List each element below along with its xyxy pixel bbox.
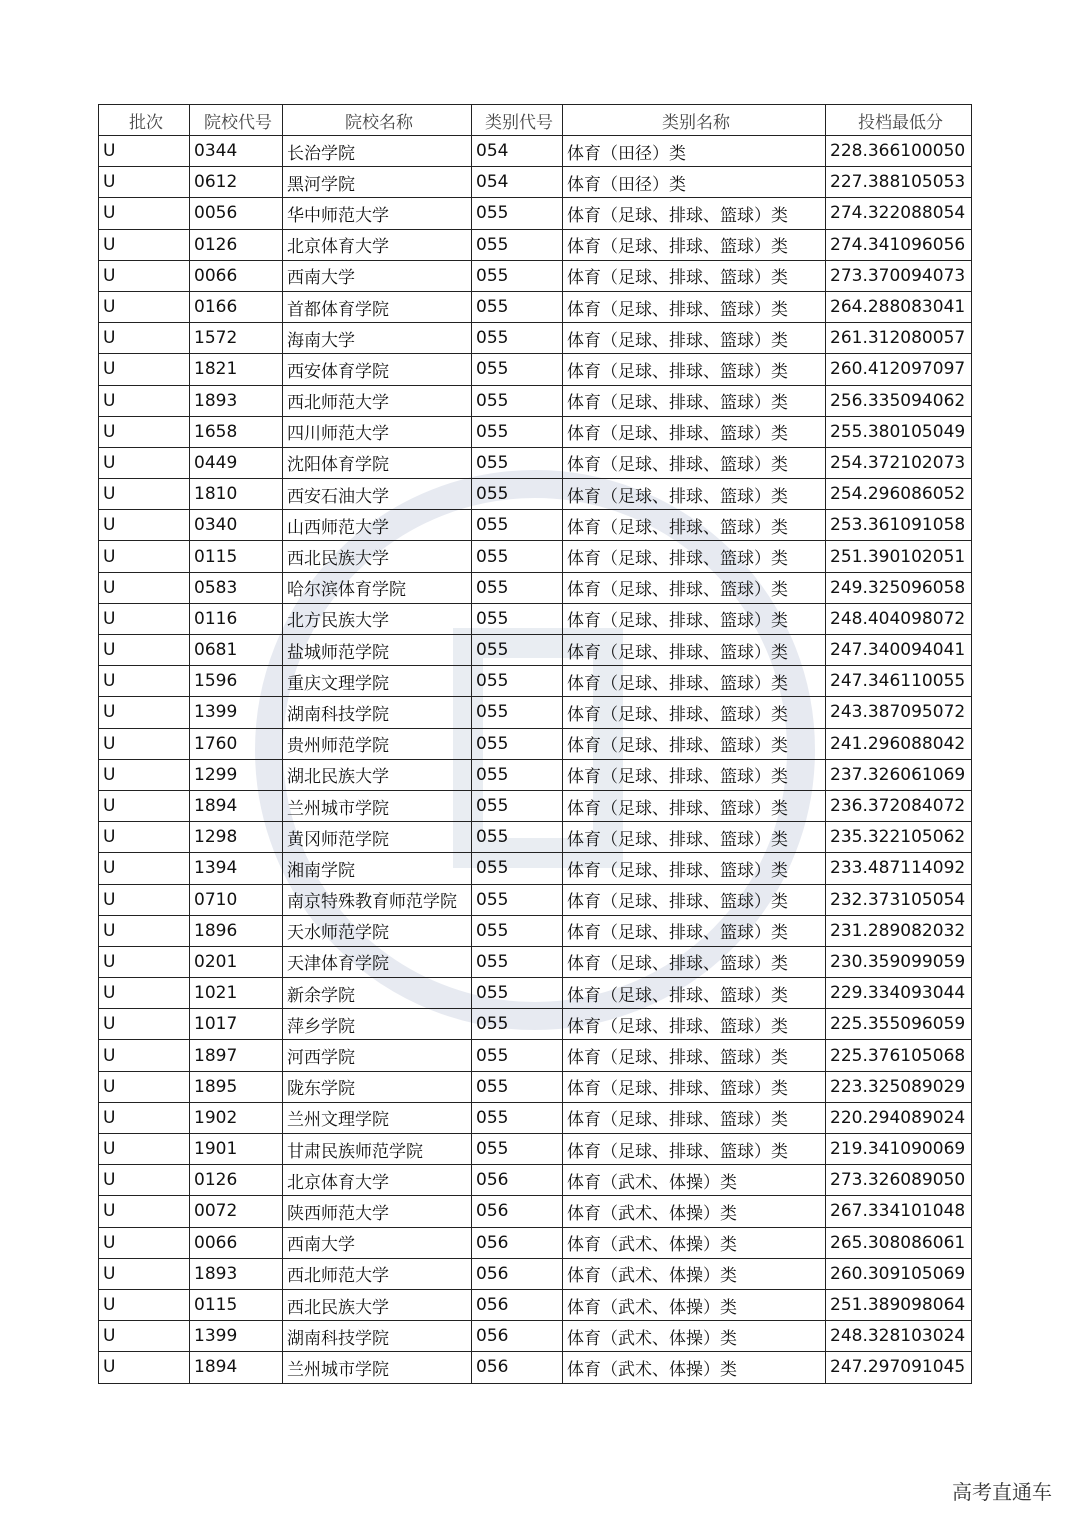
cell-min-score: 247.346110055	[826, 666, 972, 697]
cell-category-name: 体育（足球、排球、篮球）类	[563, 1040, 826, 1071]
cell-category-code: 055	[472, 790, 563, 821]
cell-batch: U	[99, 1009, 190, 1040]
header-batch: 批次	[99, 105, 190, 136]
table-row	[99, 759, 972, 790]
header-category-name: 类别名称	[563, 105, 826, 136]
cell-school-name: 北京体育大学	[283, 1165, 472, 1196]
table-row	[99, 167, 972, 198]
cell-batch: U	[99, 666, 190, 697]
cell-category-code: 056	[472, 1227, 563, 1258]
cell-min-score: 232.373105054	[826, 884, 972, 915]
cell-category-name: 体育（武术、体操）类	[563, 1352, 826, 1383]
cell-category-code: 054	[472, 136, 563, 167]
cell-school-code: 0710	[190, 884, 283, 915]
cell-category-name: 体育（足球、排球、篮球）类	[563, 884, 826, 915]
cell-school-name: 北京体育大学	[283, 229, 472, 260]
cell-school-name: 西安石油大学	[283, 479, 472, 510]
cell-min-score: 243.387095072	[826, 697, 972, 728]
cell-category-code: 055	[472, 1134, 563, 1165]
cell-school-name: 华中师范大学	[283, 198, 472, 229]
cell-category-name: 体育（田径）类	[563, 167, 826, 198]
table-row	[99, 354, 972, 385]
cell-min-score: 229.334093044	[826, 978, 972, 1009]
header-category-code: 类别代号	[472, 105, 563, 136]
table-row	[99, 198, 972, 229]
cell-min-score: 261.312080057	[826, 323, 972, 354]
cell-category-code: 056	[472, 1165, 563, 1196]
cell-category-name: 体育（足球、排球、篮球）类	[563, 946, 826, 977]
table-row	[99, 1040, 972, 1071]
cell-school-name: 西南大学	[283, 260, 472, 291]
table-row	[99, 1165, 972, 1196]
cell-category-code: 055	[472, 291, 563, 322]
cell-school-name: 四川师范大学	[283, 416, 472, 447]
table-row	[99, 416, 972, 447]
cell-category-name: 体育（足球、排球、篮球）类	[563, 291, 826, 322]
table-row	[99, 822, 972, 853]
cell-batch: U	[99, 1352, 190, 1383]
cell-batch: U	[99, 510, 190, 541]
cell-category-code: 055	[472, 759, 563, 790]
table-row	[99, 1196, 972, 1227]
cell-category-code: 056	[472, 1352, 563, 1383]
cell-min-score: 274.341096056	[826, 229, 972, 260]
cell-batch: U	[99, 1227, 190, 1258]
cell-category-name: 体育（足球、排球、篮球）类	[563, 416, 826, 447]
table-row	[99, 1102, 972, 1133]
cell-batch: U	[99, 198, 190, 229]
cell-batch: U	[99, 1289, 190, 1320]
cell-school-code: 0126	[190, 229, 283, 260]
table-row	[99, 136, 972, 167]
table-row	[99, 1009, 972, 1040]
cell-batch: U	[99, 759, 190, 790]
cell-batch: U	[99, 1321, 190, 1352]
table-row	[99, 946, 972, 977]
cell-min-score: 260.309105069	[826, 1258, 972, 1289]
cell-school-code: 1894	[190, 1352, 283, 1383]
cell-school-code: 0166	[190, 291, 283, 322]
cell-school-name: 山西师范大学	[283, 510, 472, 541]
cell-batch: U	[99, 1196, 190, 1227]
cell-min-score: 228.366100050	[826, 136, 972, 167]
cell-school-name: 西北民族大学	[283, 541, 472, 572]
cell-school-name: 陇东学院	[283, 1071, 472, 1102]
cell-school-name: 湖南科技学院	[283, 697, 472, 728]
cell-school-code: 1399	[190, 697, 283, 728]
cell-min-score: 219.341090069	[826, 1134, 972, 1165]
cell-batch: U	[99, 541, 190, 572]
cell-category-name: 体育（足球、排球、篮球）类	[563, 635, 826, 666]
cell-school-code: 1897	[190, 1040, 283, 1071]
cell-category-code: 055	[472, 666, 563, 697]
cell-school-name: 黄冈师范学院	[283, 822, 472, 853]
table-row	[99, 1227, 972, 1258]
cell-category-name: 体育（足球、排球、篮球）类	[563, 978, 826, 1009]
cell-school-code: 1399	[190, 1321, 283, 1352]
cell-min-score: 264.288083041	[826, 291, 972, 322]
cell-batch: U	[99, 603, 190, 634]
cell-category-name: 体育（足球、排球、篮球）类	[563, 229, 826, 260]
cell-category-code: 055	[472, 603, 563, 634]
cell-batch: U	[99, 1102, 190, 1133]
cell-min-score: 251.389098064	[826, 1289, 972, 1320]
cell-school-code: 0583	[190, 572, 283, 603]
cell-batch: U	[99, 416, 190, 447]
cell-category-code: 055	[472, 198, 563, 229]
cell-school-name: 河西学院	[283, 1040, 472, 1071]
cell-category-name: 体育（足球、排球、篮球）类	[563, 603, 826, 634]
cell-school-code: 1901	[190, 1134, 283, 1165]
cell-min-score: 254.296086052	[826, 479, 972, 510]
cell-category-name: 体育（足球、排球、篮球）类	[563, 385, 826, 416]
header-school-code: 院校代号	[190, 105, 283, 136]
cell-batch: U	[99, 853, 190, 884]
cell-school-code: 0056	[190, 198, 283, 229]
cell-school-code: 0116	[190, 603, 283, 634]
cell-category-code: 055	[472, 915, 563, 946]
table-row	[99, 790, 972, 821]
cell-school-code: 1893	[190, 1258, 283, 1289]
table-row	[99, 884, 972, 915]
cell-school-name: 重庆文理学院	[283, 666, 472, 697]
cell-category-name: 体育（足球、排球、篮球）类	[563, 447, 826, 478]
cell-category-code: 055	[472, 479, 563, 510]
cell-category-code: 055	[472, 1102, 563, 1133]
cell-category-name: 体育（足球、排球、篮球）类	[563, 1134, 826, 1165]
cell-category-name: 体育（武术、体操）类	[563, 1258, 826, 1289]
cell-school-name: 海南大学	[283, 323, 472, 354]
cell-batch: U	[99, 167, 190, 198]
cell-category-code: 055	[472, 822, 563, 853]
cell-school-code: 1821	[190, 354, 283, 385]
cell-category-name: 体育（足球、排球、篮球）类	[563, 572, 826, 603]
cell-min-score: 249.325096058	[826, 572, 972, 603]
cell-min-score: 267.334101048	[826, 1196, 972, 1227]
cell-category-name: 体育（足球、排球、篮球）类	[563, 260, 826, 291]
cell-school-name: 兰州城市学院	[283, 790, 472, 821]
table-row	[99, 291, 972, 322]
cell-batch: U	[99, 1258, 190, 1289]
cell-category-name: 体育（足球、排球、篮球）类	[563, 697, 826, 728]
cell-school-name: 陕西师范大学	[283, 1196, 472, 1227]
cell-category-name: 体育（足球、排球、篮球）类	[563, 1009, 826, 1040]
cell-batch: U	[99, 1134, 190, 1165]
cell-school-name: 湖南科技学院	[283, 1321, 472, 1352]
cell-school-name: 沈阳体育学院	[283, 447, 472, 478]
table-row	[99, 635, 972, 666]
cell-category-code: 055	[472, 853, 563, 884]
cell-school-code: 0115	[190, 1289, 283, 1320]
cell-category-code: 055	[472, 728, 563, 759]
cell-category-code: 055	[472, 510, 563, 541]
cell-batch: U	[99, 447, 190, 478]
cell-category-name: 体育（足球、排球、篮球）类	[563, 354, 826, 385]
cell-min-score: 236.372084072	[826, 790, 972, 821]
cell-school-code: 1394	[190, 853, 283, 884]
cell-category-code: 055	[472, 572, 563, 603]
table-row	[99, 510, 972, 541]
cell-category-code: 055	[472, 541, 563, 572]
cell-school-name: 新余学院	[283, 978, 472, 1009]
cell-school-code: 1299	[190, 759, 283, 790]
cell-school-code: 1895	[190, 1071, 283, 1102]
cell-school-name: 西南大学	[283, 1227, 472, 1258]
cell-school-name: 兰州文理学院	[283, 1102, 472, 1133]
table-row	[99, 1289, 972, 1320]
cell-min-score: 237.326061069	[826, 759, 972, 790]
table-row	[99, 853, 972, 884]
cell-batch: U	[99, 884, 190, 915]
table-row	[99, 447, 972, 478]
cell-batch: U	[99, 323, 190, 354]
cell-category-name: 体育（足球、排球、篮球）类	[563, 198, 826, 229]
cell-min-score: 220.294089024	[826, 1102, 972, 1133]
cell-school-name: 黑河学院	[283, 167, 472, 198]
table-row	[99, 1352, 972, 1383]
cell-batch: U	[99, 1165, 190, 1196]
cell-category-name: 体育（武术、体操）类	[563, 1321, 826, 1352]
cell-school-name: 长治学院	[283, 136, 472, 167]
cell-batch: U	[99, 697, 190, 728]
cell-school-name: 萍乡学院	[283, 1009, 472, 1040]
cell-category-code: 054	[472, 167, 563, 198]
cell-school-code: 1596	[190, 666, 283, 697]
cell-min-score: 248.404098072	[826, 603, 972, 634]
cell-category-name: 体育（足球、排球、篮球）类	[563, 666, 826, 697]
cell-school-code: 0115	[190, 541, 283, 572]
cell-category-code: 055	[472, 385, 563, 416]
cell-category-name: 体育（足球、排球、篮球）类	[563, 728, 826, 759]
cell-school-name: 西北师范大学	[283, 385, 472, 416]
cell-school-code: 1896	[190, 915, 283, 946]
cell-school-code: 0072	[190, 1196, 283, 1227]
cell-school-code: 0681	[190, 635, 283, 666]
cell-min-score: 231.289082032	[826, 915, 972, 946]
cell-batch: U	[99, 572, 190, 603]
cell-school-name: 贵州师范学院	[283, 728, 472, 759]
cell-min-score: 273.326089050	[826, 1165, 972, 1196]
cell-min-score: 273.370094073	[826, 260, 972, 291]
cell-category-code: 055	[472, 416, 563, 447]
cell-category-code: 055	[472, 323, 563, 354]
cell-category-code: 056	[472, 1258, 563, 1289]
cell-school-name: 湖北民族大学	[283, 759, 472, 790]
cell-min-score: 241.296088042	[826, 728, 972, 759]
cell-min-score: 225.355096059	[826, 1009, 972, 1040]
table-row	[99, 728, 972, 759]
table-row	[99, 603, 972, 634]
table-row	[99, 323, 972, 354]
cell-category-code: 055	[472, 354, 563, 385]
cell-category-name: 体育（足球、排球、篮球）类	[563, 479, 826, 510]
cell-school-name: 甘肃民族师范学院	[283, 1134, 472, 1165]
table-row	[99, 572, 972, 603]
table-row	[99, 229, 972, 260]
cell-category-name: 体育（足球、排球、篮球）类	[563, 853, 826, 884]
cell-school-name: 盐城师范学院	[283, 635, 472, 666]
table-row	[99, 260, 972, 291]
cell-batch: U	[99, 136, 190, 167]
cell-category-name: 体育（田径）类	[563, 136, 826, 167]
cell-school-code: 1021	[190, 978, 283, 1009]
cell-category-name: 体育（足球、排球、篮球）类	[563, 323, 826, 354]
cell-school-code: 1572	[190, 323, 283, 354]
cell-school-name: 哈尔滨体育学院	[283, 572, 472, 603]
cell-school-code: 1894	[190, 790, 283, 821]
cell-school-code: 1017	[190, 1009, 283, 1040]
table-row	[99, 479, 972, 510]
cell-category-code: 055	[472, 447, 563, 478]
cell-category-code: 055	[472, 1040, 563, 1071]
cell-category-name: 体育（足球、排球、篮球）类	[563, 510, 826, 541]
cell-min-score: 227.388105053	[826, 167, 972, 198]
table-row	[99, 978, 972, 1009]
cell-school-name: 兰州城市学院	[283, 1352, 472, 1383]
cell-school-code: 1298	[190, 822, 283, 853]
cell-school-code: 1810	[190, 479, 283, 510]
table-row	[99, 666, 972, 697]
cell-batch: U	[99, 946, 190, 977]
cell-school-code: 0201	[190, 946, 283, 977]
cell-school-code: 0066	[190, 1227, 283, 1258]
cell-min-score: 253.361091058	[826, 510, 972, 541]
cell-school-name: 首都体育学院	[283, 291, 472, 322]
cell-school-code: 0449	[190, 447, 283, 478]
cell-category-code: 055	[472, 946, 563, 977]
cell-min-score: 254.372102073	[826, 447, 972, 478]
admission-score-table	[98, 104, 972, 1384]
cell-school-name: 天水师范学院	[283, 915, 472, 946]
table-row	[99, 541, 972, 572]
cell-category-name: 体育（足球、排球、篮球）类	[563, 1071, 826, 1102]
cell-min-score: 274.322088054	[826, 198, 972, 229]
cell-min-score: 223.325089029	[826, 1071, 972, 1102]
header-min-score: 投档最低分	[826, 105, 972, 136]
table-row	[99, 1258, 972, 1289]
cell-category-name: 体育（武术、体操）类	[563, 1196, 826, 1227]
cell-category-code: 055	[472, 697, 563, 728]
cell-school-name: 西安体育学院	[283, 354, 472, 385]
cell-batch: U	[99, 635, 190, 666]
cell-school-code: 0340	[190, 510, 283, 541]
cell-min-score: 248.328103024	[826, 1321, 972, 1352]
cell-batch: U	[99, 385, 190, 416]
header-school-name: 院校名称	[283, 105, 472, 136]
cell-category-code: 056	[472, 1289, 563, 1320]
cell-min-score: 233.487114092	[826, 853, 972, 884]
table-row	[99, 1071, 972, 1102]
cell-min-score: 256.335094062	[826, 385, 972, 416]
cell-batch: U	[99, 822, 190, 853]
cell-batch: U	[99, 978, 190, 1009]
cell-min-score: 235.322105062	[826, 822, 972, 853]
table-header-row	[99, 105, 972, 136]
cell-school-name: 西北师范大学	[283, 1258, 472, 1289]
cell-category-name: 体育（武术、体操）类	[563, 1289, 826, 1320]
table-row	[99, 1134, 972, 1165]
cell-min-score: 247.340094041	[826, 635, 972, 666]
cell-school-name: 西北民族大学	[283, 1289, 472, 1320]
cell-min-score: 255.380105049	[826, 416, 972, 447]
cell-batch: U	[99, 790, 190, 821]
cell-school-code: 0344	[190, 136, 283, 167]
cell-category-code: 055	[472, 229, 563, 260]
table-row	[99, 915, 972, 946]
cell-category-code: 055	[472, 884, 563, 915]
cell-batch: U	[99, 260, 190, 291]
cell-category-code: 056	[472, 1321, 563, 1352]
cell-category-name: 体育（足球、排球、篮球）类	[563, 1102, 826, 1133]
cell-school-name: 南京特殊教育师范学院	[283, 884, 472, 915]
cell-category-code: 055	[472, 1071, 563, 1102]
cell-min-score: 230.359099059	[826, 946, 972, 977]
cell-school-code: 1658	[190, 416, 283, 447]
cell-category-code: 055	[472, 978, 563, 1009]
cell-min-score: 247.297091045	[826, 1352, 972, 1383]
cell-school-name: 北方民族大学	[283, 603, 472, 634]
cell-category-code: 055	[472, 260, 563, 291]
cell-school-code: 1902	[190, 1102, 283, 1133]
cell-school-name: 湘南学院	[283, 853, 472, 884]
cell-min-score: 260.412097097	[826, 354, 972, 385]
cell-category-name: 体育（武术、体操）类	[563, 1165, 826, 1196]
cell-min-score: 225.376105068	[826, 1040, 972, 1071]
cell-school-code: 1760	[190, 728, 283, 759]
cell-min-score: 265.308086061	[826, 1227, 972, 1258]
cell-batch: U	[99, 1071, 190, 1102]
cell-batch: U	[99, 354, 190, 385]
cell-category-code: 055	[472, 1009, 563, 1040]
cell-batch: U	[99, 1040, 190, 1071]
table-row	[99, 385, 972, 416]
cell-batch: U	[99, 728, 190, 759]
cell-school-code: 0126	[190, 1165, 283, 1196]
cell-category-name: 体育（足球、排球、篮球）类	[563, 790, 826, 821]
cell-school-code: 0066	[190, 260, 283, 291]
cell-school-code: 1893	[190, 385, 283, 416]
table-row	[99, 1321, 972, 1352]
cell-batch: U	[99, 291, 190, 322]
cell-batch: U	[99, 229, 190, 260]
cell-batch: U	[99, 915, 190, 946]
cell-category-code: 055	[472, 635, 563, 666]
cell-category-name: 体育（足球、排球、篮球）类	[563, 822, 826, 853]
cell-category-name: 体育（足球、排球、篮球）类	[563, 915, 826, 946]
table-row	[99, 697, 972, 728]
cell-category-name: 体育（武术、体操）类	[563, 1227, 826, 1258]
cell-school-name: 天津体育学院	[283, 946, 472, 977]
cell-batch: U	[99, 479, 190, 510]
cell-category-name: 体育（足球、排球、篮球）类	[563, 541, 826, 572]
cell-category-name: 体育（足球、排球、篮球）类	[563, 759, 826, 790]
source-label: 高考直通车	[952, 1480, 1052, 1504]
cell-min-score: 251.390102051	[826, 541, 972, 572]
cell-school-code: 0612	[190, 167, 283, 198]
cell-category-code: 056	[472, 1196, 563, 1227]
